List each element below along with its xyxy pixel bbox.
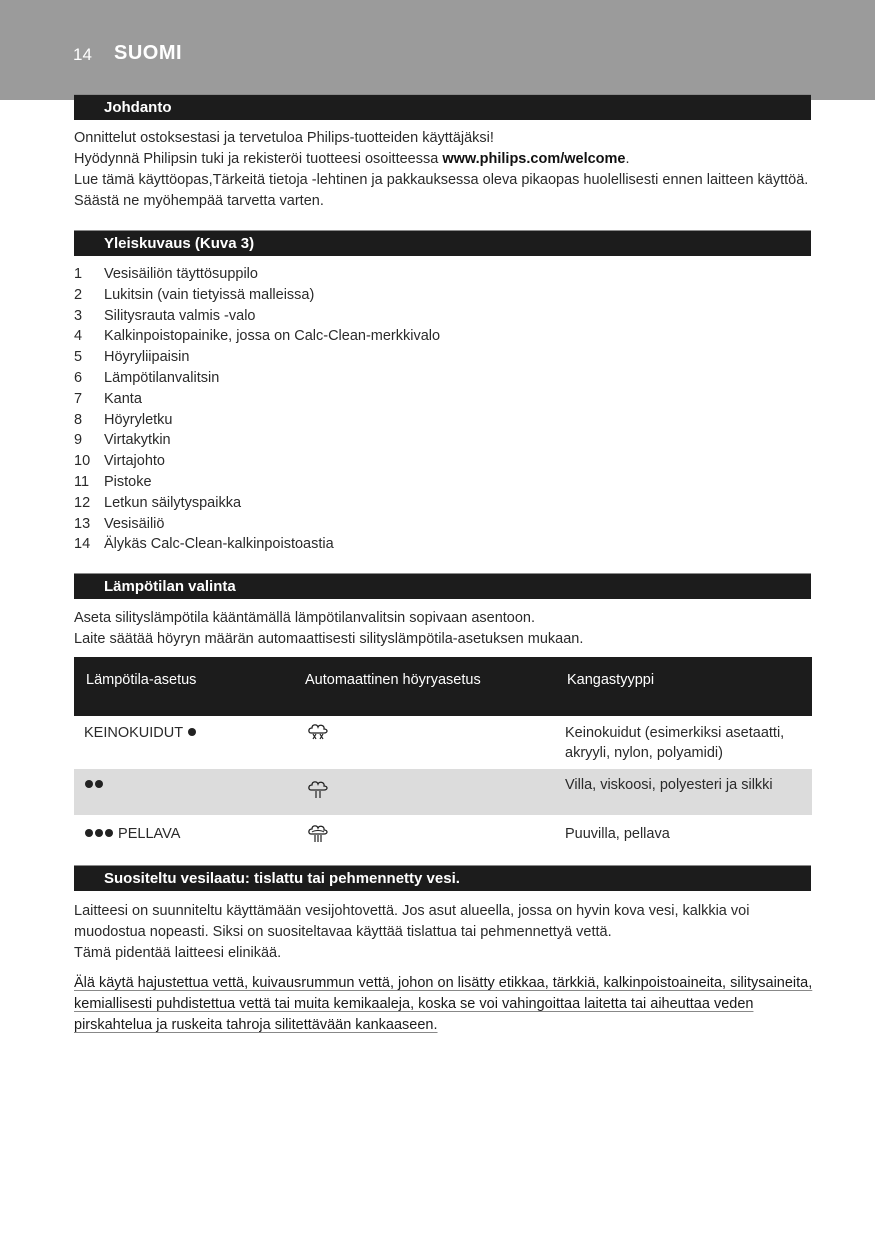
setting-cell [74, 716, 293, 769]
medium-steam-icon [307, 781, 329, 801]
temperature-text [74, 608, 814, 650]
list-item-label: Pistoke [104, 473, 152, 490]
table-row [74, 716, 812, 769]
list-item-number: 3 [74, 307, 83, 324]
welcome-link[interactable]: www.philips.com/welcome [442, 151, 626, 167]
list-item-number: 12 [74, 494, 91, 511]
temperature-dot-icon [188, 728, 196, 736]
water-text [74, 901, 774, 964]
table-header-row [74, 657, 812, 716]
table-row [74, 815, 812, 860]
temperature-dot-icon [95, 829, 103, 837]
language-title: SUOMI [114, 42, 183, 64]
parts-list [74, 264, 674, 555]
temperature-dot-icon [85, 780, 93, 788]
list-item [74, 389, 674, 410]
list-item-number: 13 [74, 515, 91, 532]
list-item [74, 306, 674, 327]
list-item-label: Höyryletku [104, 411, 173, 428]
max-steam-icon [307, 824, 329, 844]
list-item-label: Lämpötilanvalitsin [104, 369, 220, 386]
list-item-label: Höyryliipaisin [104, 349, 190, 366]
list-item-label: Virtajohto [104, 453, 165, 470]
list-item-label: Kanta [104, 390, 142, 407]
warning-text: Älä käytä hajustettua vettä, kuivausrummun vettä, johon on lisätty etikkaa, tärkkiä, kalkinpoistoaineita, silitysaineita, kemiallisesti puhdistettua vettä tai muita kemikaaleja, koska se voi vahingoittaa laitetta tai aiheuttaa veden pirskahtelua ja ruskeita tahroja silitettävään kankaaseen. [74, 975, 813, 1033]
list-item [74, 368, 674, 389]
list-item [74, 347, 674, 368]
intro-line [74, 149, 814, 170]
header-band [0, 0, 875, 100]
list-item-number: 2 [74, 286, 83, 303]
steam-cell [293, 769, 555, 815]
list-item [74, 472, 674, 493]
setting-cell [74, 769, 293, 815]
list-item-label: Silitysrauta valmis -valo [104, 307, 256, 324]
temperature-dot-icon [85, 829, 93, 837]
intro-text-suffix: . [625, 151, 630, 167]
setting-cell [74, 815, 293, 860]
page-number: 14 [73, 45, 92, 64]
fabric-cell: Villa, viskoosi, polyesteri ja silkki [555, 769, 812, 815]
intro-line: Lue tämä käyttöopas,Tärkeitä tietoja -lehtinen ja pakkauksessa oleva pikaopas huolellisesti ennen laitteen käyttöä. Säästä ne myöhempää tarvetta varten. [74, 172, 809, 209]
water-line: Laitteesi on suunniteltu käyttämään vesijohtovettä. Jos asut alueella, jossa on hyvin kova vesi, kalkkia voi muodostua nopeasti. Siksi on suositeltavaa käyttää tislattua tai pehmennettyä vettä. [74, 903, 750, 940]
list-item-label: Kalkinpoistopainike, jossa on Calc-Clean-merkkivalo [104, 328, 441, 345]
intro-text-prefix: Hyödynnä Philipsin tuki ja rekisteröi tuotteesi osoitteessa [74, 151, 443, 167]
list-item-number: 4 [74, 328, 83, 345]
fabric-cell: Keinokuidut (esimerkiksi asetaatti, akryyli, nylon, polyamidi) [565, 725, 785, 761]
list-item-number: 14 [74, 536, 91, 553]
list-item-label: Letkun säilytyspaikka [104, 494, 242, 511]
list-item-number: 8 [74, 411, 83, 428]
list-item-label: Vesisäiliö [104, 515, 165, 532]
water-line: Tämä pidentää laitteesi elinikää. [74, 945, 282, 961]
list-item-number: 5 [74, 349, 83, 366]
section-title: Lämpötilan valinta [104, 578, 236, 595]
list-item [74, 451, 674, 472]
section-header-overview [74, 230, 811, 256]
list-item [74, 493, 674, 514]
steam-cell [293, 815, 555, 860]
column-header: Automaattinen höyryasetus [293, 657, 555, 716]
list-item-label: Virtakytkin [104, 432, 171, 449]
fabric-cell: Puuvilla, pellava [565, 826, 670, 842]
section-header-water [74, 865, 811, 891]
list-item-label: Älykäs Calc-Clean-kalkinpoistoastia [104, 536, 334, 553]
column-header: Kangastyyppi [555, 657, 812, 716]
temperature-table [74, 657, 812, 860]
table-row [74, 769, 812, 815]
list-item [74, 534, 674, 555]
section-header-intro [74, 94, 811, 120]
list-item-label: Vesisäiliön täyttösuppilo [104, 266, 258, 282]
temperature-dot-icon [105, 829, 113, 837]
intro-text [74, 128, 814, 212]
temperature-dot-icon [95, 780, 103, 788]
list-item [74, 285, 674, 306]
setting-label: PELLAVA [118, 826, 181, 842]
section-title: Suositeltu vesilaatu: tislattu tai pehmennetty vesi. [104, 870, 460, 887]
steam-cell [293, 716, 555, 769]
temperature-line: Laite säätää höyryn määrän automaattisesti silityslämpötila-asetuksen mukaan. [74, 631, 584, 647]
list-item-number: 7 [74, 390, 83, 407]
column-header: Lämpötila-asetus [74, 657, 293, 716]
list-item-number: 9 [74, 432, 83, 449]
temperature-line: Aseta silityslämpötila kääntämällä lämpötilanvalitsin sopivaan asentoon. [74, 610, 536, 626]
list-item-label: Lukitsin (vain tietyissä malleissa) [104, 286, 315, 303]
list-item [74, 326, 674, 347]
section-title: Johdanto [104, 99, 172, 116]
list-item [74, 514, 674, 535]
list-item [74, 410, 674, 431]
setting-label: KEINOKUIDUT [84, 725, 183, 741]
section-title: Yleiskuvaus (Kuva 3) [104, 235, 255, 252]
list-item [74, 264, 674, 285]
list-item [74, 430, 674, 451]
list-item-number: 6 [74, 369, 83, 386]
intro-line: Onnittelut ostoksestasi ja tervetuloa Philips-tuotteiden käyttäjäksi! [74, 130, 494, 146]
section-header-temperature [74, 573, 811, 599]
no-steam-icon [307, 723, 329, 741]
water-warning [74, 973, 819, 1036]
list-item-number: 10 [74, 453, 91, 470]
list-item-number: 11 [74, 473, 90, 490]
list-item-number: 1 [74, 266, 83, 282]
